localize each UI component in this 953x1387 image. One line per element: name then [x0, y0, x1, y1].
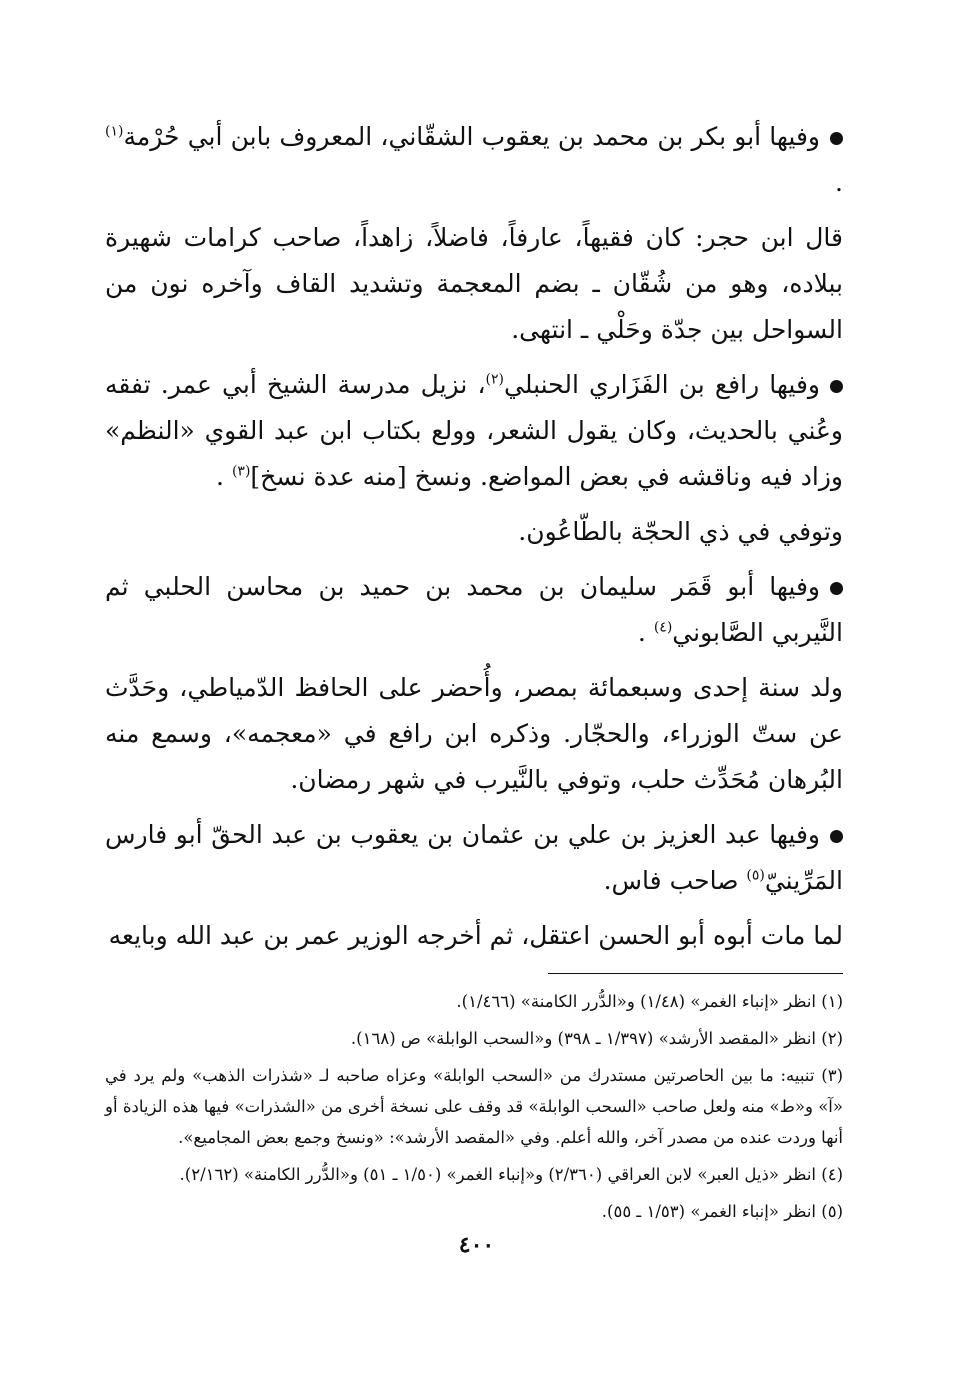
main-text: [105, 114, 843, 959]
footnote-ref-3[interactable]: (٣): [231, 463, 251, 480]
footnote-5: (٥) انظر «إنباء الغمر» (١/٥٣ ـ ٥٥).: [601, 1202, 843, 1221]
entry-text: ، نزيل مدرسة الشيخ أبي عمر. تفقه وعُني بالحديث، وكان يقول الشعر، وولع بكتاب ابن عبد القوي «النظم» وزاد فيه وناقشه في بعض المواضع. ونسخ [منه عدة نسخ]: [105, 370, 843, 491]
footnote-2: (٢) انظر «المقصد الأرشد» (١/٣٩٧ ـ ٣٩٨) و«السحب الوابلة» ص (١٦٨).: [350, 1029, 843, 1048]
footnote-1: (١) انظر «إنباء الغمر» (١/٤٨) و«الدُّرر الكامنة» (١/٤٦٦).: [456, 992, 843, 1011]
paragraph-ibn-hajar-quote: قال ابن حجر: كان فقيهاً، عارفاً، فاضلاً، زاهداً، صاحب كرامات شهيرة ببلاده، وهو من شُقّان ـ بضم المعجمة وتشديد القاف وآخره نون من السواحل بين جدّة وحَلْي ـ انتهى.: [105, 223, 843, 344]
footnote-ref-4[interactable]: (٤): [653, 619, 673, 636]
page-number: ٤٠٠: [458, 1232, 495, 1258]
bullet-icon: [830, 830, 843, 843]
entry-rafi: وفيها رافع بن الفَزَاري الحنبلي$^{(٢)}$، نزيل مدرسة الشيخ أبي عمر. تفقه وعُني بالحديث، وكان يقول الشعر، وولع بكتاب ابن عبد القوي «النظم» وزاد فيه وناقشه في بعض المواضع. ونسخ [منه عدة نسخ]$^{(٣)}$ .: [105, 370, 843, 491]
footnote-divider: [548, 973, 843, 974]
footnote-3: (٣) تنبيه: ما بين الحاصرتين مستدرك من «السحب الوابلة» وعزاه صاحبه لـ «شذرات الذهب» ولم يرد في «آ» و«ط» منه ولعل صاحب «السحب الوابلة» قد وقف على نسخة أخرى من «الشذرات» فيها هذه الزيادة أو أنها وردت عنده من مصدر آخر، والله أعلم. وفي «المقصد الأرشد»: «ونسخ وجمع بعض المجاميع».: [105, 1066, 843, 1147]
paragraph-abd-al-aziz-bio: لما مات أبوه أبو الحسن اعتقل، ثم أخرجه الوزير عمر بن عبد الله وبايعه: [108, 921, 843, 950]
page-content: [105, 110, 843, 1233]
footnote-4: (٤) انظر «ذيل العبر» لابن العراقي (٢/٣٦٠) و«إنباء الغمر» (١/٥٠ ـ ٥١) و«الدُّرر الكامنة» (٢/١٦٢).: [179, 1165, 843, 1184]
footnote-ref-5[interactable]: (٥): [746, 867, 765, 884]
bullet-icon: [830, 582, 843, 595]
bullet-icon: [830, 132, 843, 145]
entry-abu-bakr: وفيها أبو بكر بن محمد بن يعقوب الشقّاني، المعروف بابن أبي حُرْمة$^{(١)}$ .: [105, 122, 843, 197]
paragraph-abu-qamar-bio: ولد سنة إحدى وسبعمائة بمصر، وأُحضر على الحافظ الدّمياطي، وحَدَّث عن ستّ الوزراء، والحجّار. وذكره ابن رافع في «معجمه»، وسمع منه البُرهان مُحَدِّث حلب، وتوفي بالنَّيرب في شهر رمضان.: [105, 673, 843, 794]
paragraph-death-rafi: وتوفي في ذي الحجّة بالطّاعُون.: [518, 517, 843, 546]
entry-text: وفيها أبو قَمَر سليمان بن محمد بن حميد بن محاسن الحلبي ثم النَّيربي الصَّابوني: [105, 572, 843, 647]
entry-text: وفيها عبد العزيز بن علي بن عثمان بن يعقوب بن عبد الحقّ أبو فارس المَرِّينيّ: [105, 820, 843, 895]
footnote-ref-1[interactable]: (١): [105, 123, 124, 140]
bullet-icon: [830, 380, 843, 393]
entry-abu-qamar: وفيها أبو قَمَر سليمان بن محمد بن حميد بن محاسن الحلبي ثم النَّيربي الصَّابوني$^{(٤)}$ .: [105, 572, 843, 647]
entry-text: وفيها أبو بكر بن محمد بن يعقوب الشقّاني، المعروف بابن أبي حُرْمة: [123, 122, 820, 151]
entry-abd-al-aziz: وفيها عبد العزيز بن علي بن عثمان بن يعقوب بن عبد الحقّ أبو فارس المَرِّينيّ$^{(٥)}$ صاحب فاس.: [105, 820, 843, 895]
footnote-ref-2[interactable]: (٢): [485, 371, 504, 388]
entry-text: وفيها رافع بن الفَزَاري الحنبلي: [503, 370, 820, 399]
footnotes: [105, 986, 843, 1227]
